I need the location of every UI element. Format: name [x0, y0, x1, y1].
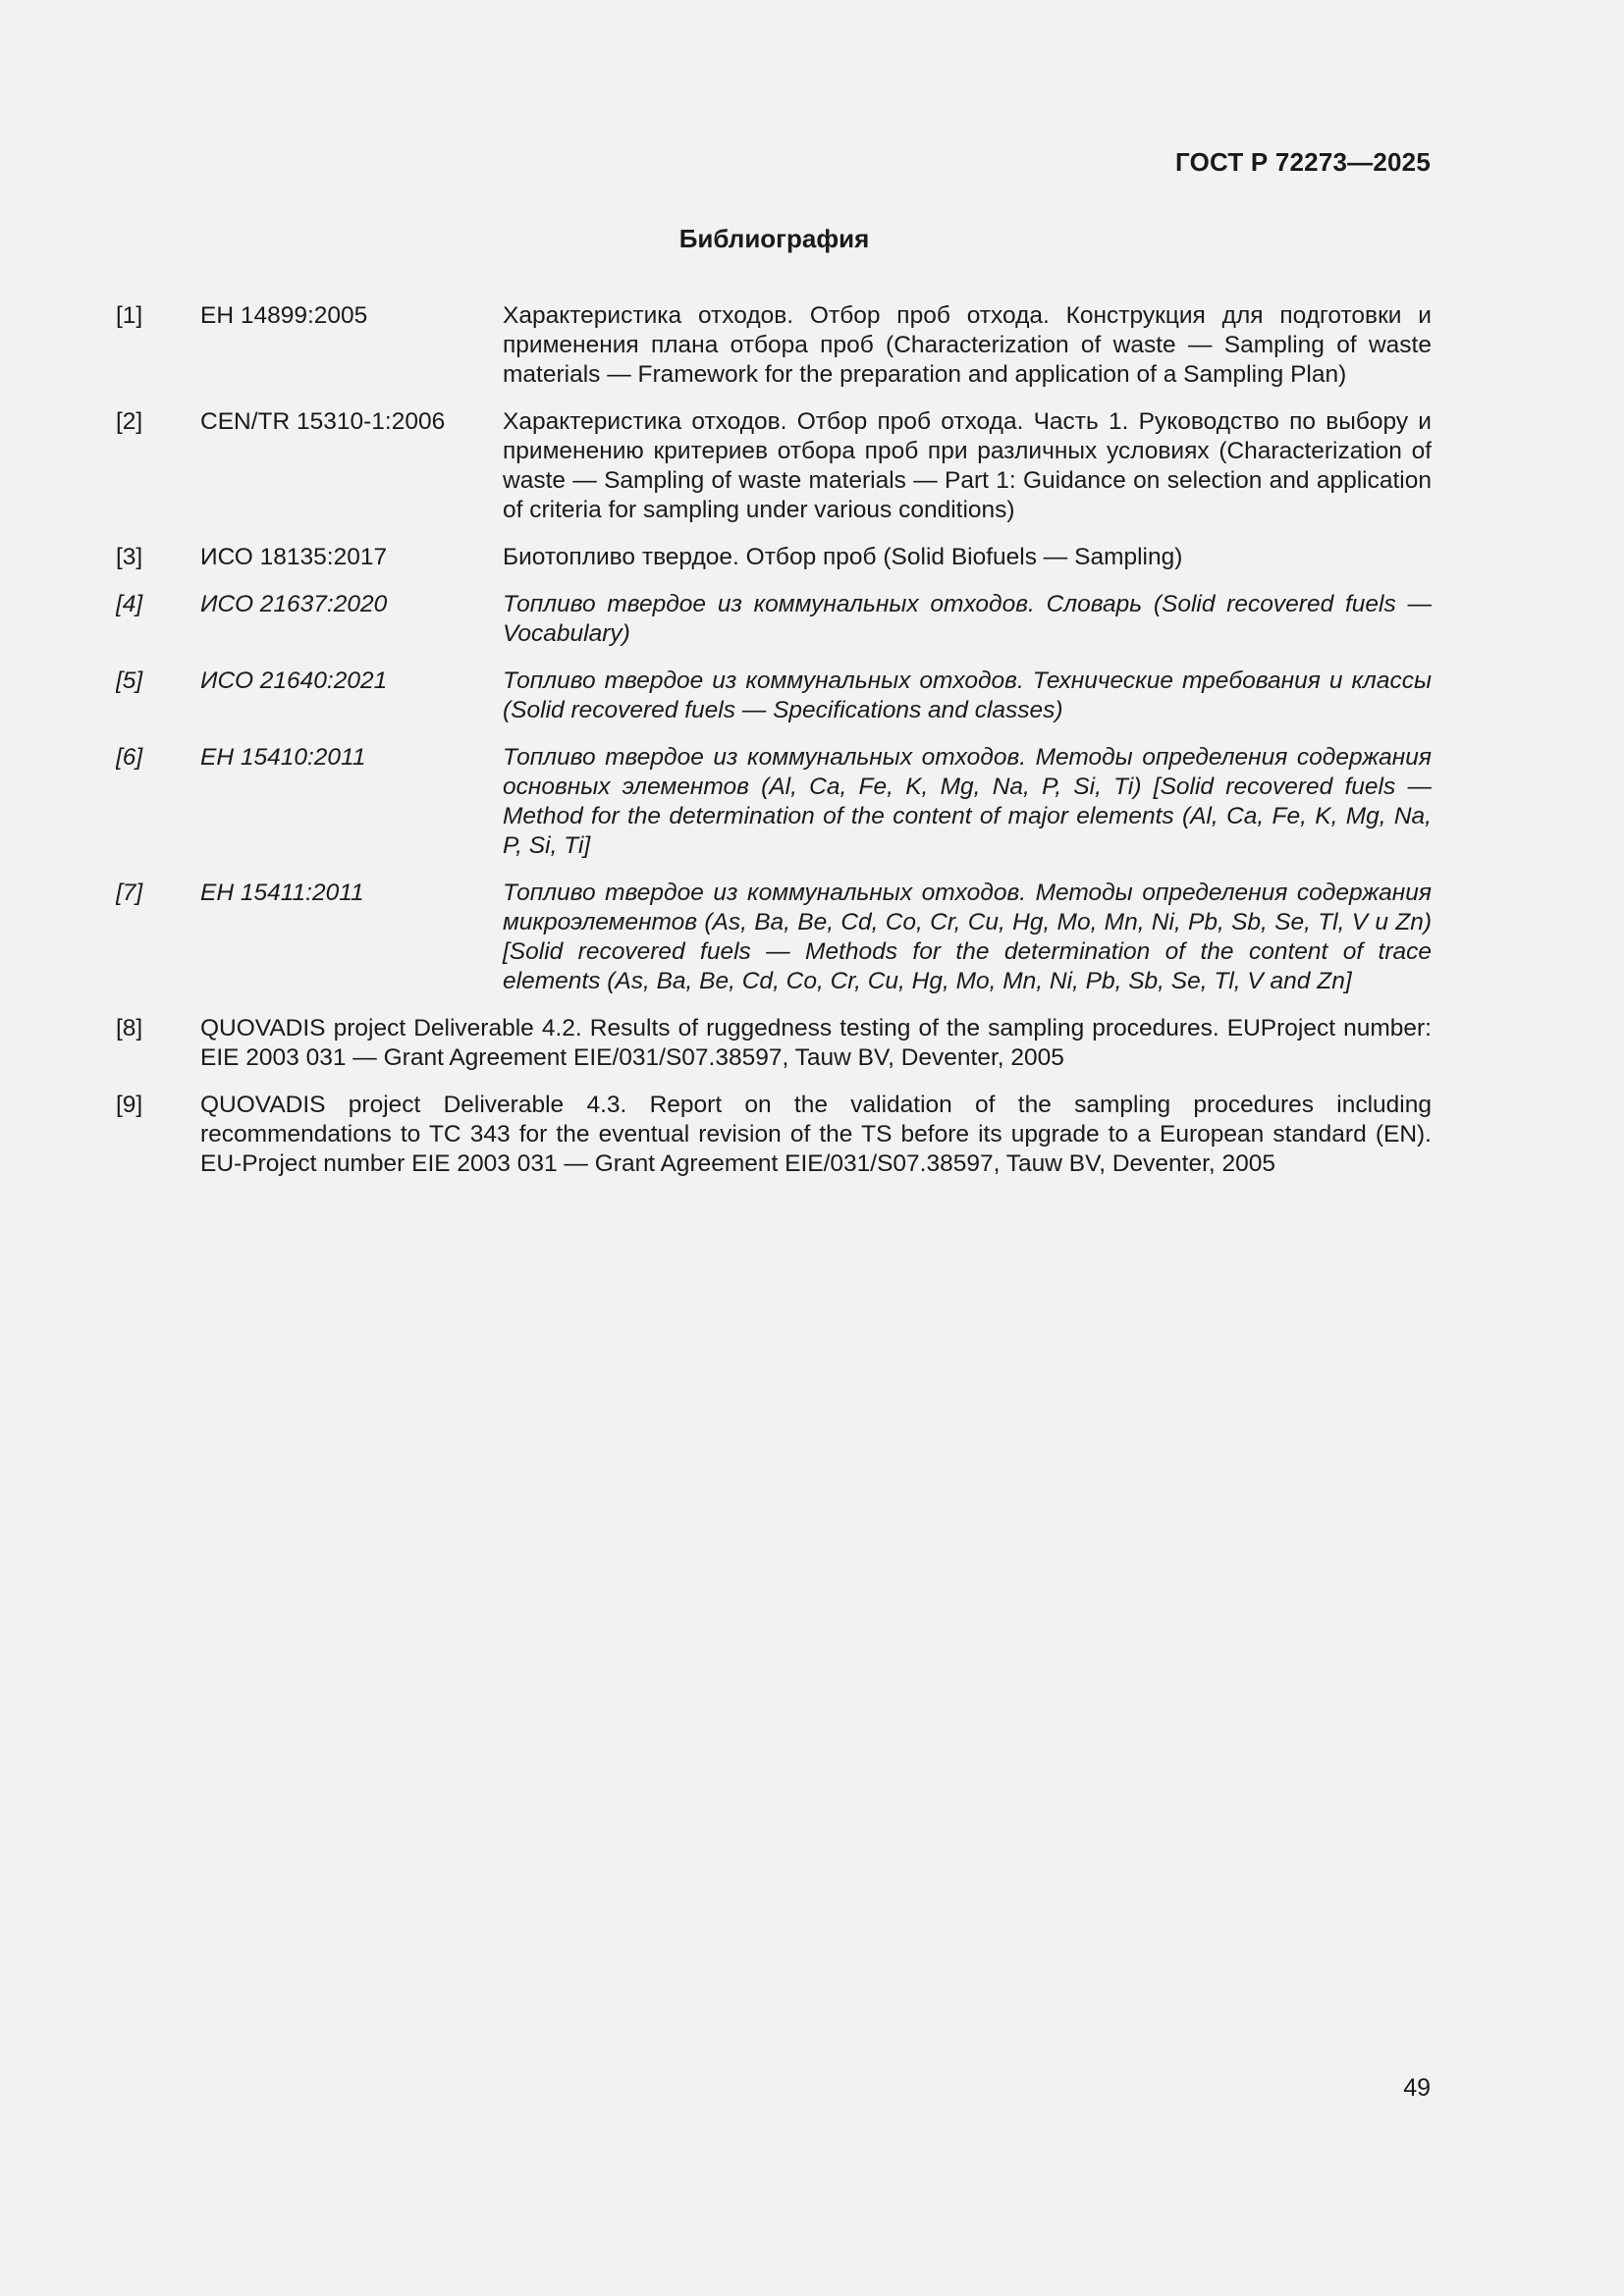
entry-number: [9] [116, 1092, 143, 1118]
entry-number: [8] [116, 1015, 143, 1041]
entry-title: Характеристика отходов. Отбор проб отхода. Конструкция для подготовки и применения плана отбора проб (Characterization of waste — Sampling of waste materials — Framework for the preparation and application of a Sampling Plan) [503, 302, 1432, 388]
bibliography-entry [116, 879, 1432, 996]
bibliography-entry [116, 543, 1432, 572]
bibliography-entry [116, 1014, 1432, 1073]
bibliography-entry [116, 590, 1432, 649]
entry-code: ИСО 21640:2021 [200, 667, 388, 694]
entry-title: Топливо твердое из коммунальных отходов. Словарь (Solid recovered fuels — Vocabulary) [503, 591, 1432, 647]
entry-title: Биотопливо твердое. Отбор проб (Solid Biofuels — Sampling) [503, 544, 1183, 570]
entry-number: [4] [116, 591, 143, 617]
page-number: 49 [1403, 2074, 1431, 2102]
entry-number: [1] [116, 302, 143, 329]
entry-number: [7] [116, 880, 143, 906]
entry-number: [6] [116, 744, 143, 771]
entry-title: Топливо твердое из коммунальных отходов. Методы определения содержания основных элементов (Al, Ca, Fe, K, Mg, Na, P, Si, Ti) [Solid recovered fuels — Method for the determination of the content of major elements (Al, Ca, Fe, K, Mg, Na, P, Si, Ti] [503, 744, 1432, 859]
entry-number: [5] [116, 667, 143, 694]
entry-title: Характеристика отходов. Отбор проб отхода. Часть 1. Руководство по выбору и применению критериев отбора проб при различных условиях (Characterization of waste — Sampling of waste materials — Part 1: Guidance on selection and application of criteria for sampling under various conditions) [503, 408, 1432, 523]
document-code: ГОСТ Р 72273—2025 [1175, 147, 1431, 177]
entry-number: [3] [116, 544, 143, 570]
entry-title: QUOVADIS project Deliverable 4.2. Results of ruggedness testing of the sampling procedures. EUProject number: EIE 2003 031 — Grant Agreement EIE/031/S07.38597, Tauw BV, Deventer, 2005 [200, 1015, 1432, 1071]
bibliography-entry [116, 667, 1432, 725]
entry-number: [2] [116, 408, 143, 435]
entry-code: ЕН 15410:2011 [200, 744, 366, 771]
bibliography-entry [116, 407, 1432, 525]
entry-code: CEN/TR 15310-1:2006 [200, 408, 446, 435]
section-title: Библиография [678, 224, 870, 253]
entry-code: ЕН 14899:2005 [200, 302, 368, 329]
entry-code: ИСО 18135:2017 [200, 544, 388, 570]
entry-title: Топливо твердое из коммунальных отходов. Технические требования и классы (Solid recovered fuels — Specifications and classes) [503, 667, 1432, 723]
entry-title: QUOVADIS project Deliverable 4.3. Report on the validation of the sampling procedures including recommendations to TC 343 for the eventual revision of the TS before its upgrade to a European standard (EN). EU-Project number EIE 2003 031 — Grant Agreement EIE/031/S07.38597, Tauw BV, Deventer, 2005 [200, 1092, 1432, 1177]
entry-code: ИСО 21637:2020 [200, 591, 388, 617]
bibliography-entry [116, 743, 1432, 861]
entry-code: ЕН 15411:2011 [200, 880, 364, 906]
bibliography-list [116, 301, 1432, 1197]
bibliography-entry [116, 1091, 1432, 1179]
bibliography-entry [116, 301, 1432, 390]
entry-title: Топливо твердое из коммунальных отходов. Методы определения содержания микроэлементов (As, Ba, Be, Cd, Co, Cr, Cu, Hg, Mo, Mn, Ni, Pb, Sb, Se, Tl, V и Zn) [Solid recovered fuels — Methods for the determination of the content of trace elements (As, Ba, Be, Cd, Co, Cr, Cu, Hg, Mo, Mn, Ni, Pb, Sb, Se, Tl, V and Zn] [503, 880, 1432, 994]
